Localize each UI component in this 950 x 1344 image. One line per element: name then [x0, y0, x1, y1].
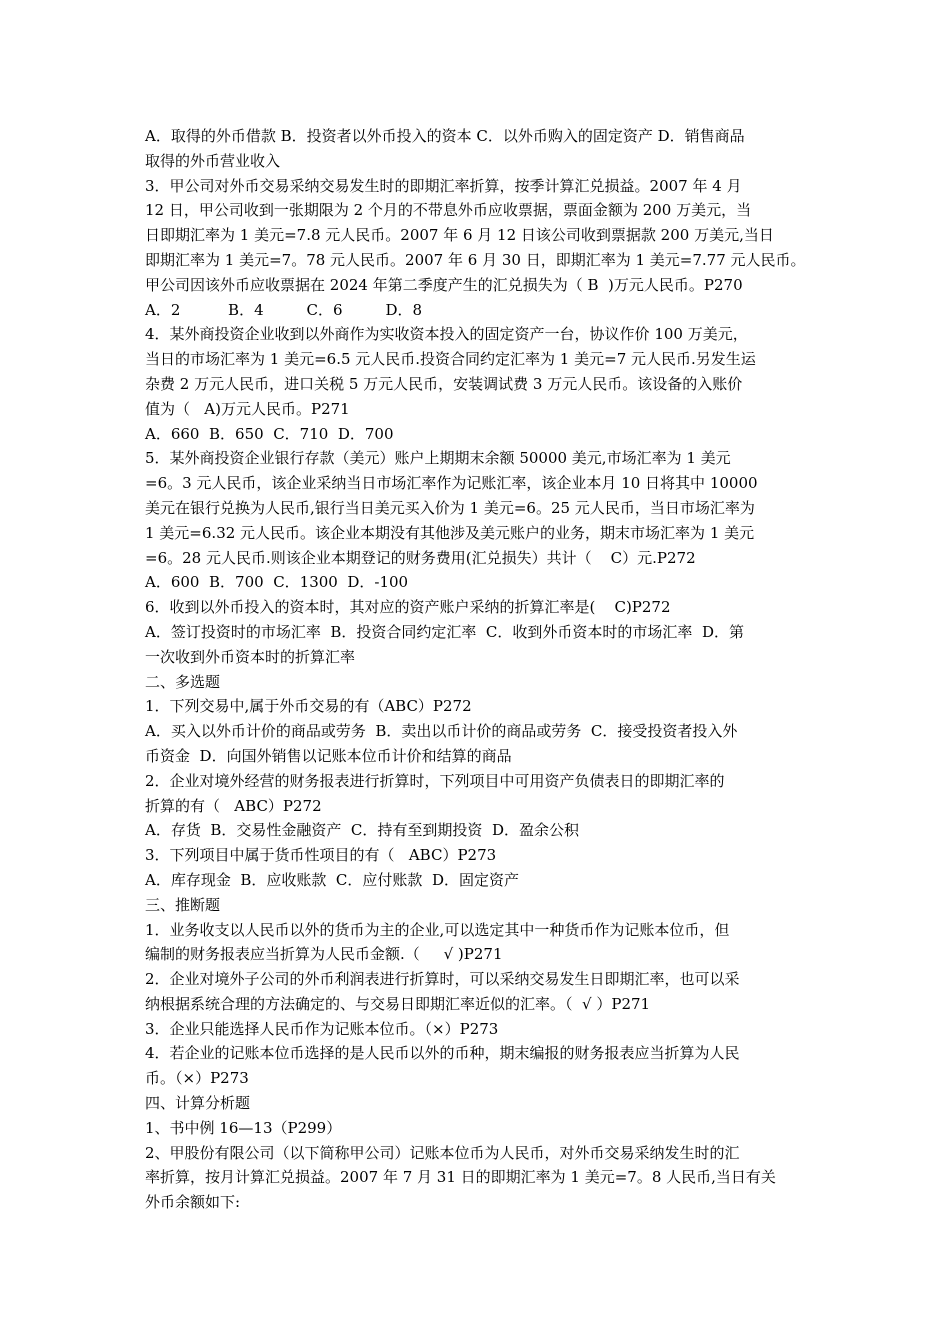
text-line: 取得的外币营业收入 [145, 151, 281, 170]
text-line: A．600 B．700 C．1300 D．-100 [145, 573, 409, 592]
text-line: 币。（×）P273 [145, 1069, 249, 1088]
text-line: 1 美元=6.32 元人民币。该企业本期没有其他涉及美元账户的业务，期末市场汇率为 1 美元 [145, 523, 755, 542]
text-line: 2、甲股份有限公司（以下简称甲公司）记账本位币为人民币，对外币交易采纳发生时的汇 [145, 1143, 740, 1162]
text-line: 一次收到外币资本时的折算汇率 [145, 647, 356, 666]
text-line: 即期汇率为 1 美元=7。78 元人民币。2007 年 6 月 30 日，即期汇率为 1 美元=7.77 元人民币。 [145, 250, 806, 269]
text-line: 当日的市场汇率为 1 美元=6.5 元人民币.投资合同约定汇率为 1 美元=7 元人民币.另发生运 [145, 350, 756, 369]
text-line: =6。3 元人民币，该企业采纳当日市场汇率作为记账汇率，该企业本月 10 日将其中 10000 [145, 474, 758, 493]
text-line: 3．下列项目中属于货币性项目的有（ ABC）P273 [145, 846, 497, 865]
text-line: 值为（ A)万元人民币。P271 [145, 399, 350, 418]
text-line: A．签订投资时的市场汇率 B．投资合同约定汇率 C．收到外币资本时的市场汇率 D．第 [145, 622, 744, 641]
text-line: 折算的有（ ABC）P272 [145, 796, 322, 815]
text-line: 3．甲公司对外币交易采纳交易发生时的即期汇率折算，按季计算汇兑损益。2007 年 4 月 [145, 176, 742, 195]
text-line: =6。28 元人民币.则该企业本期登记的财务费用(汇兑损失）共计（ C）元.P272 [145, 548, 696, 567]
text-line: A．660 B．650 C．710 D．700 [145, 424, 394, 443]
text-line: A．取得的外币借款 B．投资者以外币投入的资本 C．以外币购入的固定资产 D．销售商品 [145, 127, 745, 145]
text-line: 甲公司因该外币应收票据在 2024 年第二季度产生的汇兑损失为（ B )万元人民币。P270 [145, 275, 743, 294]
text-line: 1．业务收支以人民币以外的货币为主的企业,可以选定其中一种货币作为记账本位币，但 [145, 920, 730, 939]
text-line: 4．某外商投资企业收到以外商作为实收资本投入的固定资产一台，协议作价 100 万美元， [145, 325, 748, 344]
text-line: A．买入以外币计价的商品或劳务 B．卖出以币计价的商品或劳务 C．接受投资者投入外 [145, 722, 738, 741]
text-line: 外币余额如下: [145, 1193, 241, 1212]
text-line: 纳根据系统合理的方法确定的、与交易日即期汇率近似的汇率。（ √ ）P271 [145, 994, 651, 1013]
text-line: 2．企业对境外经营的财务报表进行折算时，下列项目中可用资产负债表日的即期汇率的 [145, 771, 725, 790]
text-line: A．库存现金 B．应收账款 C．应付账款 D．固定资产 [145, 870, 519, 889]
text-line: 1．下列交易中,属于外币交易的有（ABC）P272 [145, 697, 472, 716]
text-line: 2．企业对境外子公司的外币利润表进行折算时，可以采纳交易发生日即期汇率，也可以采 [145, 970, 740, 989]
text-line: 币资金 D．向国外销售以记账本位币计价和结算的商品 [145, 746, 512, 765]
text-line: 编制的财务报表应当折算为人民币金额.（ √ )P271 [145, 945, 503, 964]
text-line: A．2 B．4 C．6 D．8 [145, 300, 423, 319]
text-line: 5．某外商投资企业银行存款（美元）账户上期期末余额 50000 美元,市场汇率为 1 美元 [145, 449, 731, 468]
text-line: 率折算，按月计算汇兑损益。2007 年 7 月 31 日的即期汇率为 1 美元=7。8 人民币,当日有关 [145, 1168, 776, 1187]
text-line: 二、多选题 [145, 672, 221, 691]
text-line: 3．企业只能选择人民币作为记账本位币。（×）P273 [145, 1019, 499, 1038]
text-line: 杂费 2 万元人民币，进口关税 5 万元人民币，安装调试费 3 万元人民币。该设备的入账价 [145, 374, 743, 393]
text-line: 日即期汇率为 1 美元=7.8 元人民币。2007 年 6 月 12 日该公司收到票据款 200 万美元,当日 [145, 226, 774, 245]
text-line: 美元在银行兑换为人民币,银行当日美元买入价为 1 美元=6。25 元人民币，当日市场汇率为 [145, 498, 755, 517]
document-page [145, 124, 825, 1215]
text-line: 1、书中例 16—13（P299） [145, 1118, 342, 1137]
text-line: 6．收到以外币投入的资本时，其对应的资产账户采纳的折算汇率是( C)P272 [145, 598, 671, 617]
text-line: A．存货 B．交易性金融资产 C．持有至到期投资 D．盈余公积 [145, 821, 579, 840]
text-line: 4．若企业的记账本位币选择的是人民币以外的币种，期末编报的财务报表应当折算为人民 [145, 1044, 740, 1063]
text-line: 四、计算分析题 [145, 1094, 251, 1113]
text-line: 12 日，甲公司收到一张期限为 2 个月的不带息外币应收票据，票面金额为 200 万美元，当 [145, 201, 752, 220]
text-line: 三、推断题 [145, 895, 221, 914]
